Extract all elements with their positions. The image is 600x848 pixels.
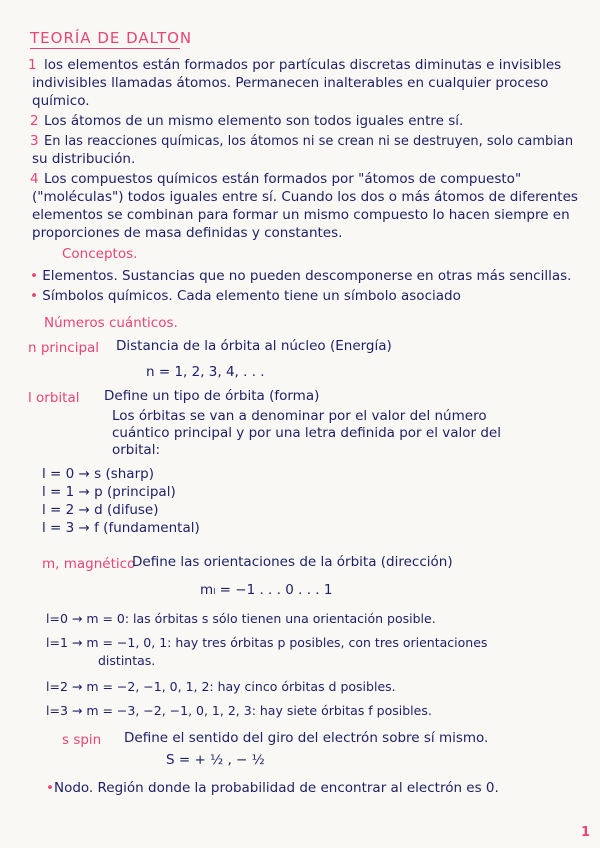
l-note-line: orbital: (112, 442, 160, 458)
n-label: n principal (28, 340, 100, 356)
title-underline (30, 48, 180, 49)
postulate-number: 2 (30, 113, 39, 129)
postulate-line: indivisibles llamadas átomos. Permanecen inalterables en cualquier proceso (32, 75, 549, 91)
nodo-item (46, 780, 499, 797)
bullet-icon: • (30, 288, 38, 304)
concept-text: Elementos. Sustancias que no pueden descomponerse en otras más sencillas. (42, 268, 572, 284)
l-description: Define un tipo de órbita (forma) (104, 388, 320, 404)
l-value: l = 3 → f (fundamental) (42, 520, 200, 536)
nodo-text: Nodo. Región donde la probabilidad de encontrar al electrón es 0. (53, 780, 499, 796)
l-value: l = 1 → p (principal) (42, 484, 176, 500)
bullet-icon: • (46, 780, 54, 796)
s-label: s spin (62, 732, 102, 748)
postulate-number: 1 (28, 57, 37, 73)
postulate-line: Los compuestos químicos están formados por "átomos de compuesto" (44, 171, 522, 187)
m-case: l=0 → m = 0: las órbitas s sólo tienen una orientación posible. (46, 611, 436, 626)
postulate-line: proporciones de masa definidas y constantes. (32, 225, 343, 241)
l-label: l orbital (28, 390, 80, 406)
l-note-line: cuántico principal y por una letra definida por el valor del (112, 425, 501, 441)
postulate-line: su distribución. (32, 151, 136, 167)
quantum-heading: Números cuánticos. (44, 315, 178, 331)
s-formula: S = + ½ , − ½ (166, 752, 265, 768)
page-number: 1 (580, 825, 590, 840)
concept-item (30, 288, 461, 305)
m-case: l=3 → m = −3, −2, −1, 0, 1, 2, 3: hay siete órbitas f posibles. (46, 703, 432, 718)
s-description: Define el sentido del giro del electrón sobre sí mismo. (124, 730, 489, 746)
bullet-icon: • (30, 268, 38, 284)
l-value: l = 2 → d (difuse) (42, 502, 159, 518)
postulate-line: los elementos están formados por partículas discretas diminutas e invisibles (44, 57, 562, 73)
postulate-number: 4 (30, 171, 39, 187)
postulate-line: ("moléculas") todos iguales entre sí. Cuando los dos o más átomos de diferentes (32, 189, 578, 205)
postulate-number: 3 (30, 133, 39, 149)
postulate-line: elementos se combinan para formar un mismo compuesto lo hacen siempre en (32, 207, 570, 223)
postulate-line: En las reacciones químicas, los átomos ni se crean ni se destruyen, solo cambian (44, 134, 574, 149)
l-note-line: Los órbitas se van a denominar por el valor del número (112, 408, 487, 424)
m-case: distintas. (98, 653, 156, 668)
postulate-line: Los átomos de un mismo elemento son todos iguales entre sí. (44, 113, 464, 129)
concept-text: Símbolos químicos. Cada elemento tiene un símbolo asociado (42, 288, 461, 304)
concept-item (30, 268, 571, 285)
n-description: Distancia de la órbita al núcleo (Energía) (116, 338, 392, 354)
m-case: l=1 → m = −1, 0, 1: hay tres órbitas p posibles, con tres orientaciones (46, 635, 488, 650)
n-formula: n = 1, 2, 3, 4, . . . (146, 364, 265, 380)
m-description: Define las orientaciones de la órbita (dirección) (132, 554, 453, 570)
postulate-line: químico. (32, 93, 90, 109)
m-label: m, magnético (42, 556, 136, 572)
m-formula: mₗ = −1 . . . 0 . . . 1 (200, 582, 333, 598)
m-case: l=2 → m = −2, −1, 0, 1, 2: hay cinco órbitas d posibles. (46, 679, 396, 694)
page-title: TEORÍA DE DALTON (30, 29, 193, 47)
l-value: l = 0 → s (sharp) (42, 466, 154, 482)
concepts-heading: Conceptos. (62, 246, 138, 262)
